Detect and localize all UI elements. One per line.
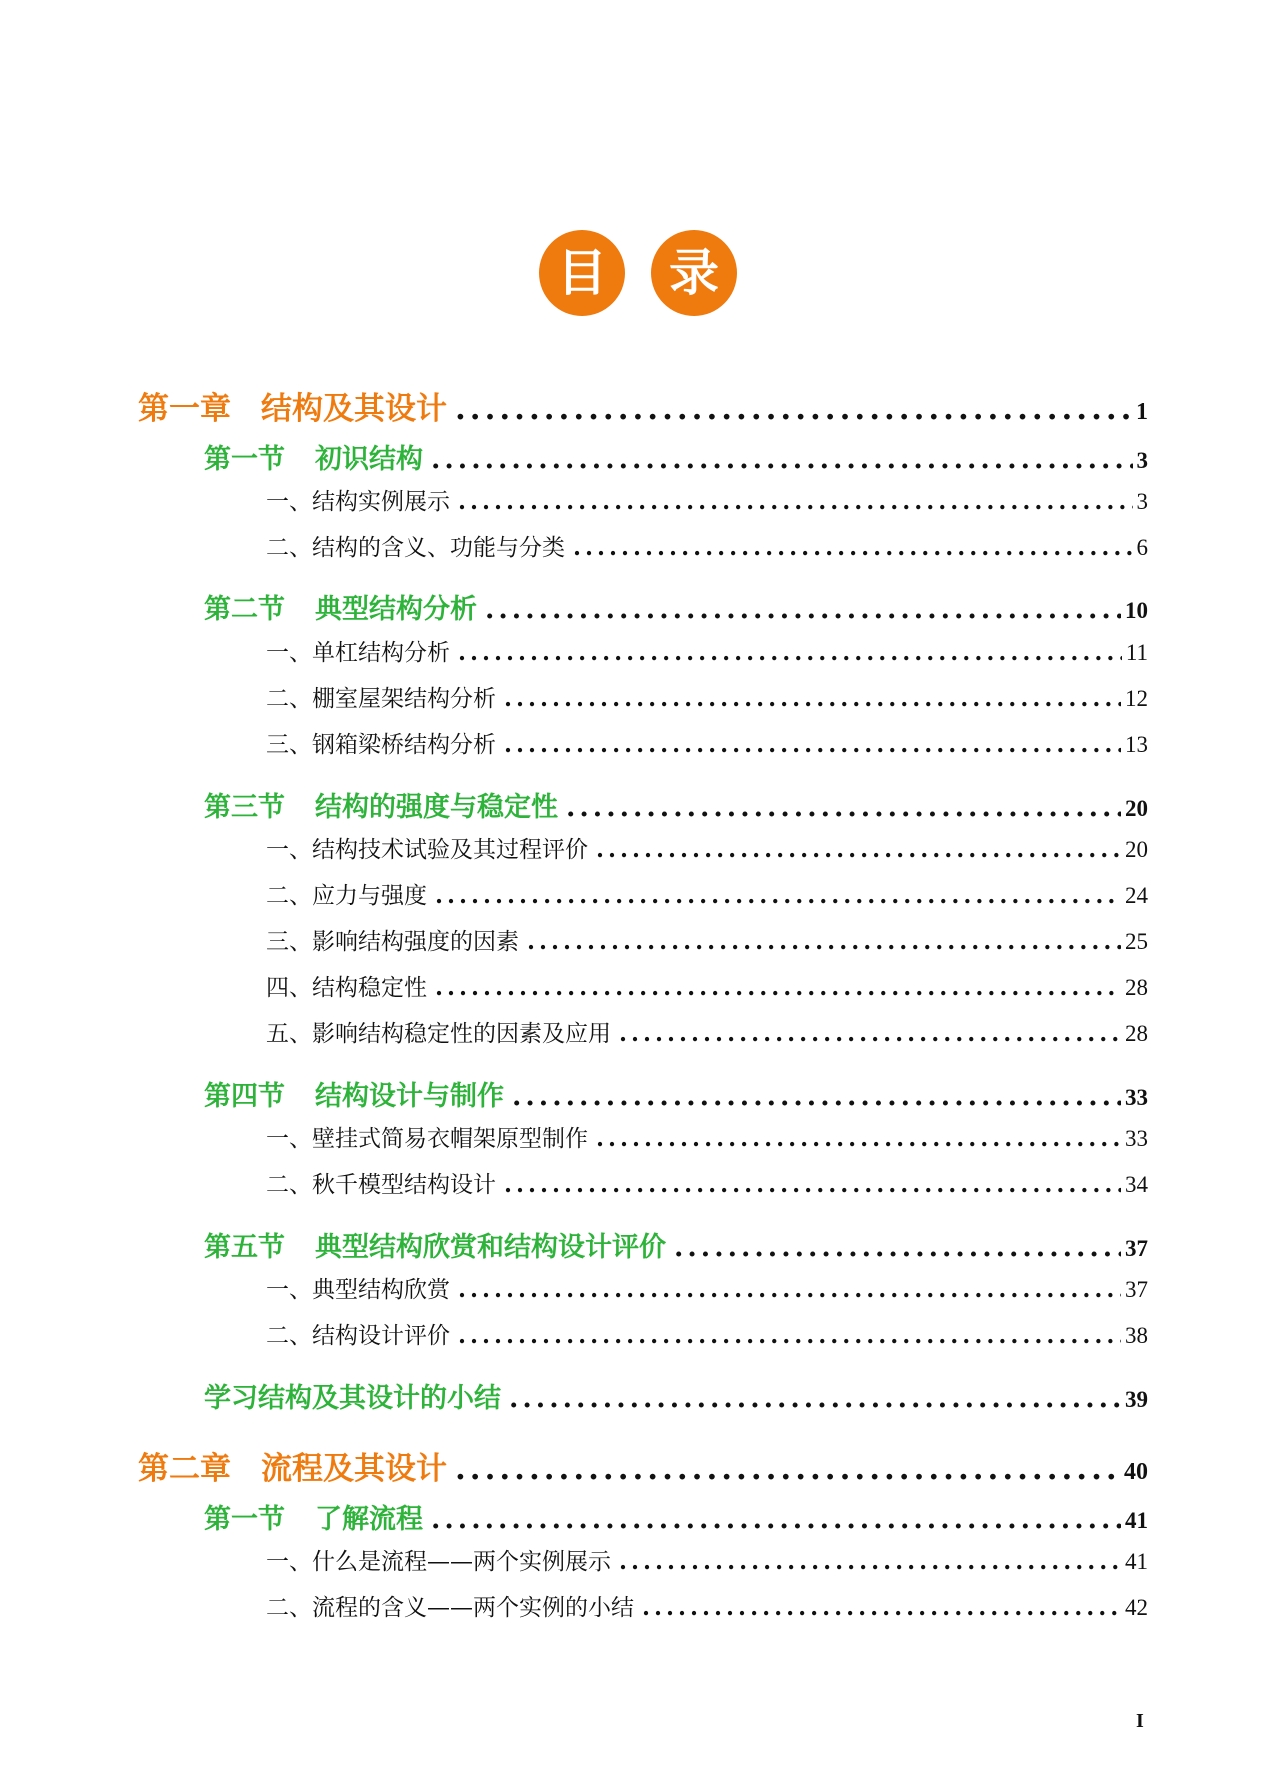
dot-leader [455, 1451, 1120, 1487]
section-title: 结构设计与制作 [315, 1081, 504, 1112]
page-ref: 33 [1125, 1085, 1148, 1110]
title-char-lu: 录 [651, 230, 737, 316]
toc-item-1-5-1[interactable] [266, 1271, 1148, 1304]
page-ref: 40 [1124, 1459, 1148, 1485]
toc-item-1-3-4[interactable] [266, 969, 1148, 1002]
page-ref: 11 [1125, 640, 1148, 665]
page-ref: 6 [1136, 535, 1148, 560]
toc-item-1-2-2[interactable] [266, 680, 1148, 713]
toc-item-2-1-1[interactable] [266, 1543, 1148, 1576]
toc-heading [0, 230, 1276, 316]
section-title: 典型结构欣赏和结构设计评价 [315, 1232, 666, 1263]
toc-section-1-1[interactable] [204, 437, 1148, 476]
chapter-number: 第一章 [138, 391, 231, 427]
dot-leader [431, 1504, 1121, 1535]
toc-item-1-4-2[interactable] [266, 1166, 1148, 1199]
page-ref: 41 [1125, 1508, 1148, 1533]
toc-item-1-5-2[interactable] [266, 1317, 1148, 1350]
dot-leader [455, 391, 1132, 427]
item-title: 一、结构技术试验及其过程评价 [266, 837, 588, 863]
toc-item-1-2-1[interactable] [266, 634, 1148, 667]
page-ref: 3 [1136, 489, 1148, 514]
toc-section-1-3[interactable] [204, 785, 1148, 824]
toc-summary-1[interactable] [204, 1376, 1148, 1415]
item-title: 二、结构设计评价 [266, 1323, 450, 1349]
toc-item-1-3-1[interactable] [266, 831, 1148, 864]
toc-section-1-2[interactable] [204, 587, 1148, 626]
dot-leader [566, 792, 1121, 823]
section-number: 第二节 [204, 594, 285, 625]
item-title: 一、结构实例展示 [266, 489, 450, 515]
dot-leader [504, 731, 1121, 758]
page-ref: 3 [1136, 448, 1148, 473]
dot-leader [458, 639, 1122, 666]
page-ref: 34 [1125, 1172, 1148, 1197]
item-title: 三、钢箱梁桥结构分析 [266, 732, 496, 758]
page-ref: 28 [1125, 975, 1148, 1000]
chapter-number: 第二章 [138, 1451, 231, 1487]
toc-item-2-1-2[interactable] [266, 1589, 1148, 1622]
dot-leader [435, 974, 1121, 1001]
dot-leader [458, 1276, 1121, 1303]
item-title: 一、什么是流程——两个实例展示 [266, 1549, 611, 1575]
item-title: 二、秋千模型结构设计 [266, 1172, 496, 1198]
page-ref: 42 [1125, 1595, 1148, 1620]
dot-leader [674, 1232, 1121, 1263]
chapter-title: 结构及其设计 [261, 391, 447, 427]
page-ref: 41 [1125, 1549, 1148, 1574]
dot-leader [619, 1548, 1121, 1575]
section-number: 第五节 [204, 1232, 285, 1263]
toc-item-1-3-3[interactable] [266, 923, 1148, 956]
toc-chapter-1[interactable] [138, 383, 1148, 428]
dot-leader [458, 488, 1133, 515]
toc-item-1-1-2[interactable] [266, 529, 1148, 562]
page-ref: 20 [1125, 796, 1148, 821]
dot-leader [509, 1383, 1121, 1414]
title-char-mu: 目 [539, 230, 625, 316]
item-title: 二、流程的含义——两个实例的小结 [266, 1595, 634, 1621]
chapter-title: 流程及其设计 [261, 1451, 447, 1487]
summary-title: 学习结构及其设计的小结 [204, 1383, 501, 1414]
section-number: 第一节 [204, 1504, 285, 1535]
section-number: 第四节 [204, 1081, 285, 1112]
page-ref: 37 [1125, 1236, 1148, 1261]
page-ref: 28 [1125, 1021, 1148, 1046]
dot-leader [504, 685, 1121, 712]
page-ref: 38 [1125, 1323, 1148, 1348]
page-ref: 33 [1125, 1126, 1148, 1151]
toc-section-2-1[interactable] [204, 1497, 1148, 1536]
toc-section-1-5[interactable] [204, 1225, 1148, 1264]
toc-item-1-3-2[interactable] [266, 877, 1148, 910]
dot-leader [435, 882, 1121, 909]
toc-item-1-1-1[interactable] [266, 483, 1148, 516]
dot-leader [504, 1171, 1121, 1198]
page-ref: 20 [1125, 837, 1148, 862]
page-ref: 25 [1125, 929, 1148, 954]
item-title: 一、典型结构欣赏 [266, 1277, 450, 1303]
page-ref: 13 [1125, 732, 1148, 757]
page-ref: 37 [1125, 1277, 1148, 1302]
item-title: 二、棚室屋架结构分析 [266, 686, 496, 712]
toc-chapter-2[interactable] [138, 1443, 1148, 1488]
item-title: 一、单杠结构分析 [266, 640, 450, 666]
toc-item-1-3-5[interactable] [266, 1015, 1148, 1048]
page-ref: 10 [1125, 598, 1148, 623]
dot-leader [642, 1594, 1121, 1621]
dot-leader [431, 444, 1133, 475]
page-ref: 39 [1125, 1387, 1148, 1412]
dot-leader [596, 1125, 1121, 1152]
dot-leader [619, 1020, 1121, 1047]
section-number: 第三节 [204, 792, 285, 823]
section-title: 初识结构 [315, 444, 423, 475]
item-title: 三、影响结构强度的因素 [266, 929, 519, 955]
section-number: 第一节 [204, 444, 285, 475]
toc-item-1-4-1[interactable] [266, 1120, 1148, 1153]
page-ref: 1 [1136, 399, 1148, 425]
dot-leader [485, 594, 1121, 625]
item-title: 四、结构稳定性 [266, 975, 427, 1001]
item-title: 二、应力与强度 [266, 883, 427, 909]
page-ref: 12 [1125, 686, 1148, 711]
dot-leader [573, 534, 1133, 561]
toc-item-1-2-3[interactable] [266, 726, 1148, 759]
section-title: 典型结构分析 [315, 594, 477, 625]
section-title: 结构的强度与稳定性 [315, 792, 558, 823]
item-title: 一、壁挂式简易衣帽架原型制作 [266, 1126, 588, 1152]
dot-leader [596, 836, 1121, 863]
page-ref: 24 [1125, 883, 1148, 908]
dot-leader [527, 928, 1121, 955]
item-title: 五、影响结构稳定性的因素及应用 [266, 1021, 611, 1047]
dot-leader [458, 1322, 1121, 1349]
section-title: 了解流程 [315, 1504, 423, 1535]
item-title: 二、结构的含义、功能与分类 [266, 535, 565, 561]
dot-leader [512, 1081, 1121, 1112]
toc-section-1-4[interactable] [204, 1074, 1148, 1113]
footer-page-number: I [1136, 1710, 1144, 1732]
